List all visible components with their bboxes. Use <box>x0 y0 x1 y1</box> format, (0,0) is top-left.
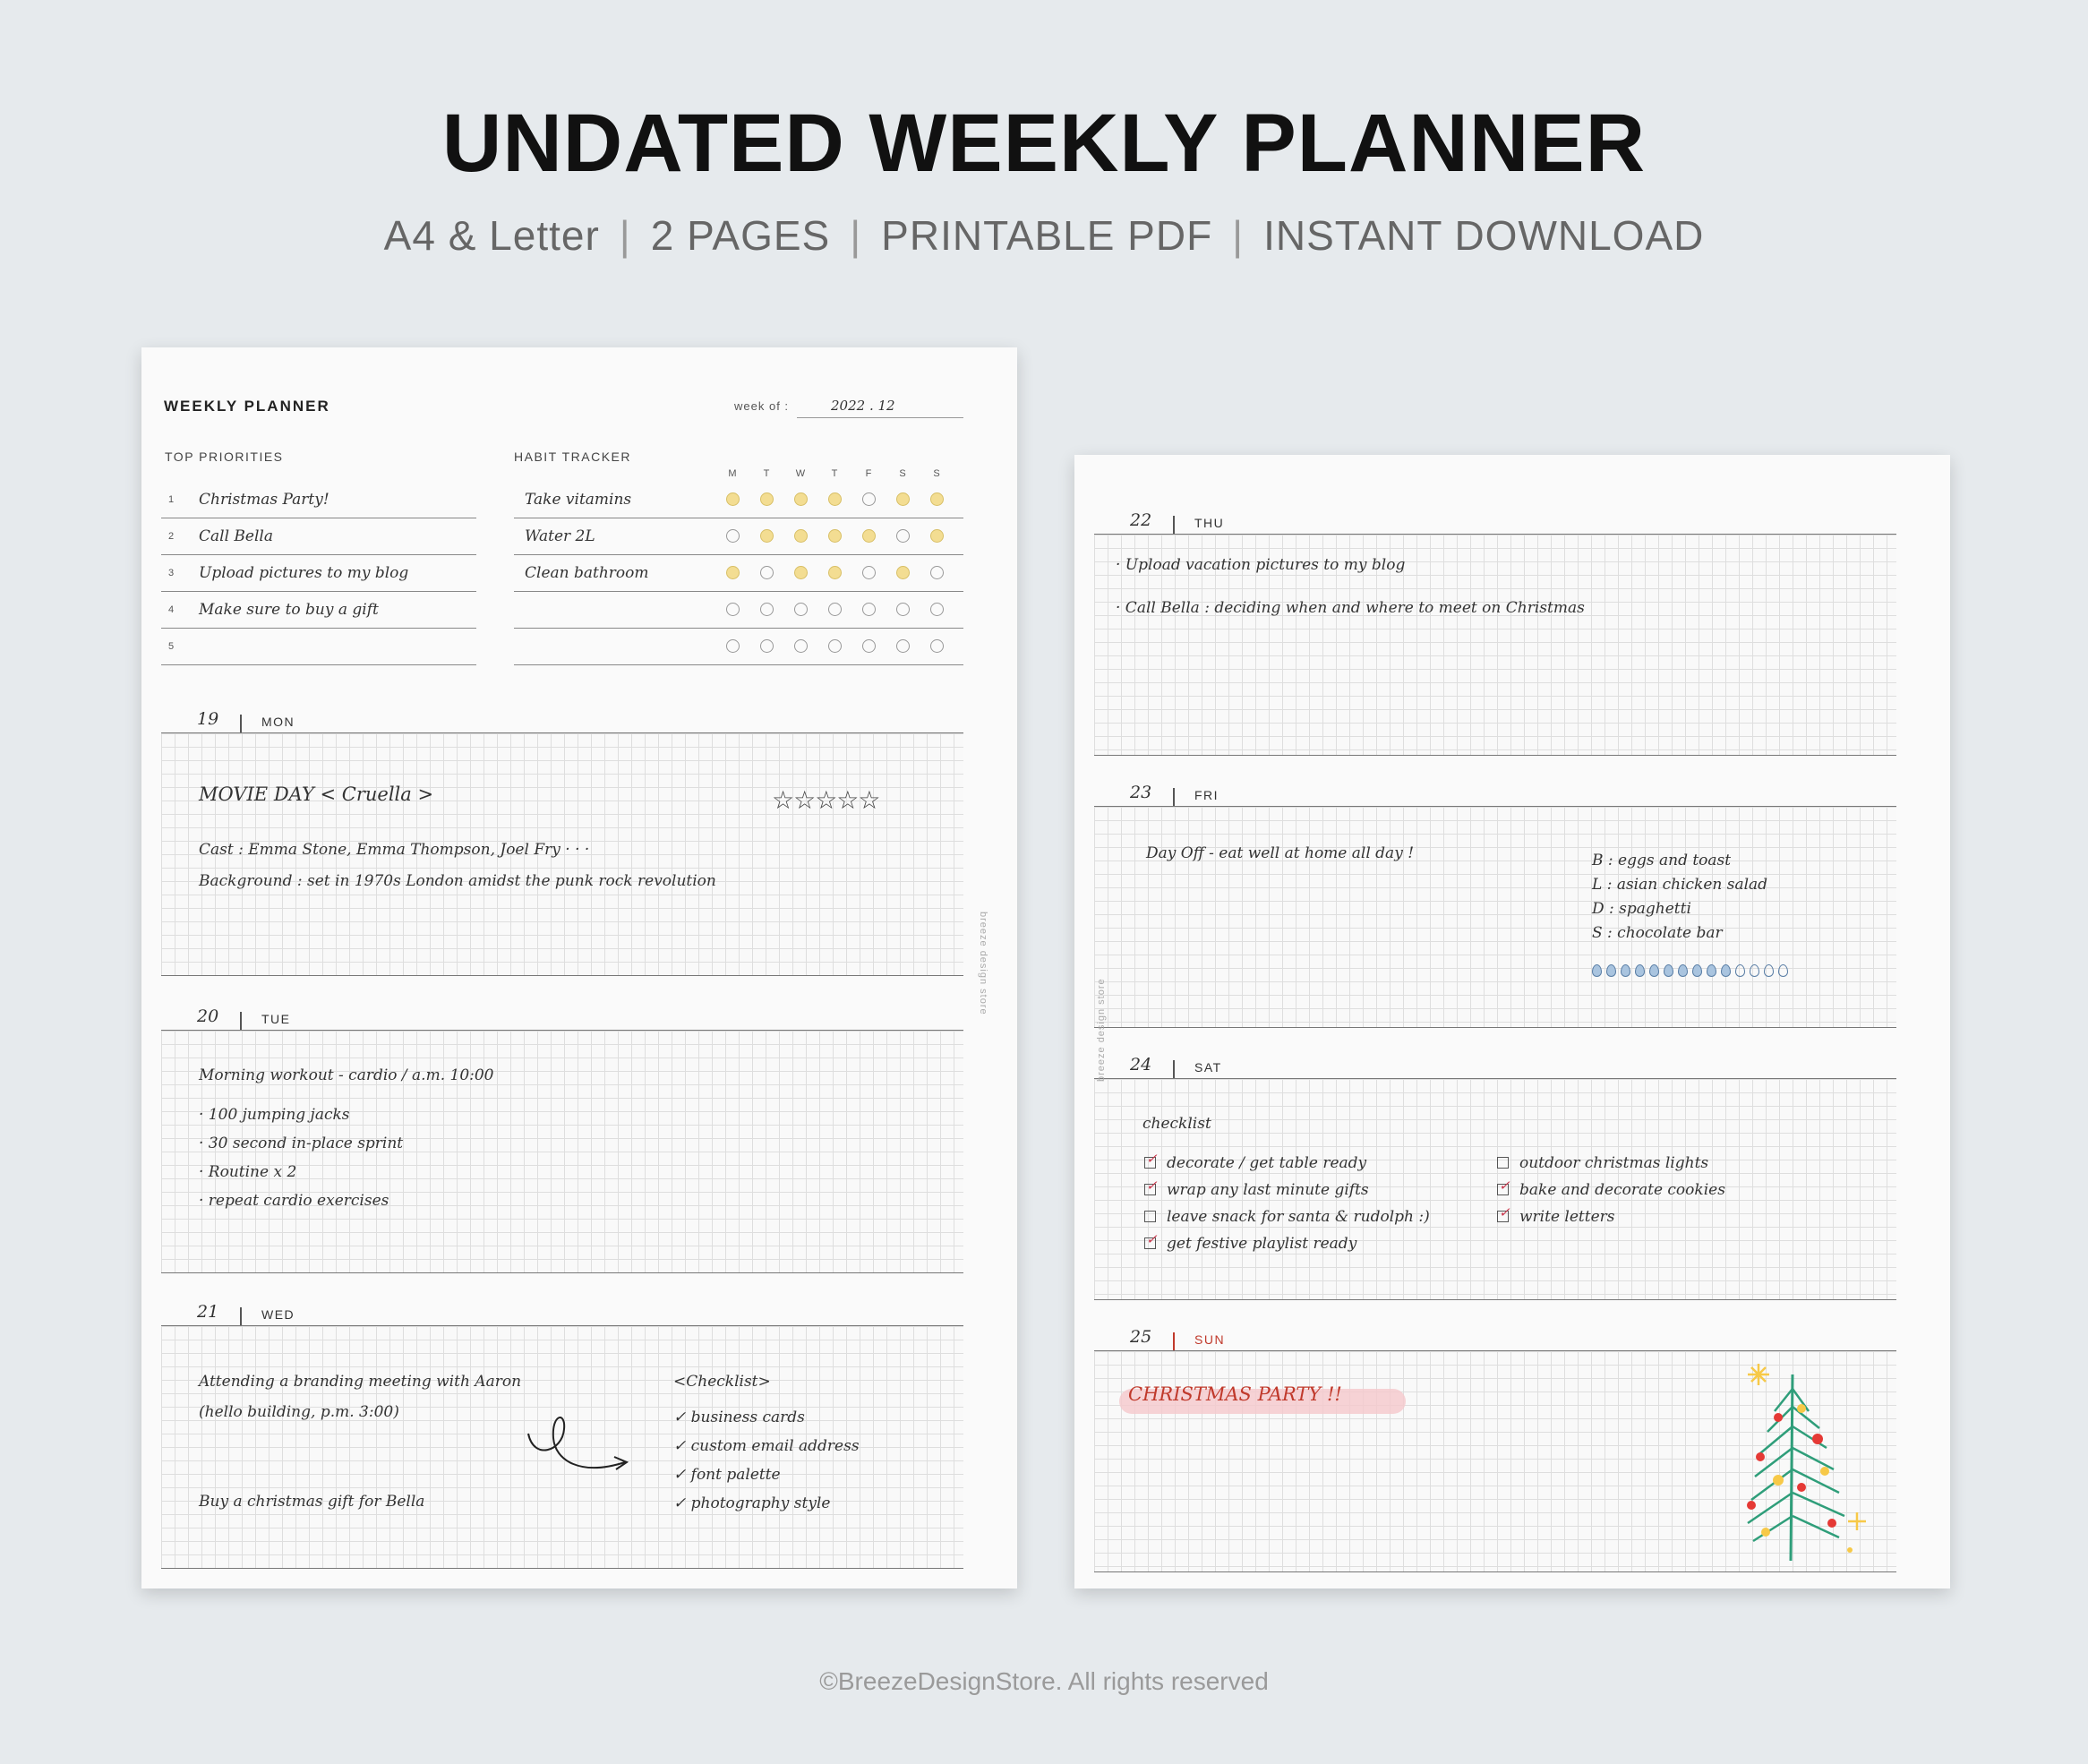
day-name: MON <box>261 715 295 729</box>
checklist-item <box>1144 1154 1430 1181</box>
habit-check-circle[interactable] <box>760 603 774 616</box>
checklist-item: ✓ custom email address <box>673 1437 860 1455</box>
checklist-item: ✓ font palette <box>673 1466 781 1484</box>
checklist-item-text: decorate / get table ready <box>1167 1154 1367 1172</box>
day-box-sun <box>1094 1350 1896 1572</box>
water-drop-icon[interactable] <box>1735 964 1745 977</box>
habit-check-circle[interactable] <box>862 529 876 543</box>
copyright: ©BreezeDesignStore. All rights reserved <box>819 1667 1269 1695</box>
water-drop-icon[interactable] <box>1721 964 1731 977</box>
priority-text: Call Bella <box>199 527 273 545</box>
list-item: · Routine x 2 <box>199 1163 297 1181</box>
habit-check-circle[interactable] <box>896 566 910 579</box>
movie-title: MOVIE DAY < Cruella > <box>199 784 434 805</box>
habit-day-label: T <box>763 468 770 479</box>
priority-row <box>161 555 476 592</box>
water-drop-icon[interactable] <box>1707 964 1716 977</box>
day-number: 24 <box>1130 1055 1152 1075</box>
water-tracker <box>1592 964 1793 981</box>
subtitle-pages: 2 PAGES <box>650 212 831 259</box>
arrow-doodle-icon <box>526 1407 643 1487</box>
habit-check-circle[interactable] <box>760 639 774 653</box>
habit-day-label: W <box>795 468 806 479</box>
day-name: WED <box>261 1307 295 1322</box>
day-divider <box>240 1307 242 1325</box>
checkbox[interactable] <box>1497 1157 1509 1169</box>
list-item: · 30 second in-place sprint <box>199 1135 404 1152</box>
checkbox[interactable] <box>1144 1211 1156 1222</box>
day-number: 22 <box>1130 510 1152 530</box>
habit-check-circle[interactable] <box>794 639 808 653</box>
habit-check-circle[interactable] <box>726 492 740 506</box>
checklist-title: checklist <box>1142 1115 1211 1133</box>
day-name: FRI <box>1194 788 1219 802</box>
water-drop-icon[interactable] <box>1649 964 1659 977</box>
checkbox[interactable] <box>1144 1237 1156 1249</box>
checklist-item <box>1497 1208 1725 1235</box>
subtitle-separator: | <box>1232 212 1245 259</box>
checklist-left <box>1144 1154 1430 1262</box>
checklist-item <box>1144 1235 1430 1262</box>
watermark-text: breeze design store <box>1096 978 1107 1082</box>
habit-day-label: F <box>865 468 872 479</box>
checklist-item <box>1144 1181 1430 1208</box>
priority-row <box>161 482 476 518</box>
subtitle-download: INSTANT DOWNLOAD <box>1263 212 1705 259</box>
habit-check-circle[interactable] <box>828 603 842 616</box>
checklist-title: <Checklist> <box>673 1373 771 1391</box>
subtitle-separator: | <box>619 212 631 259</box>
habit-name: Clean bathroom <box>525 564 649 582</box>
habit-tracker-label: HABIT TRACKER <box>514 450 632 464</box>
habit-check-circle[interactable] <box>794 603 808 616</box>
subtitle-separator: | <box>850 212 862 259</box>
habit-check-circle[interactable] <box>794 492 808 506</box>
habit-day-label: S <box>933 468 940 479</box>
water-drop-icon[interactable] <box>1664 964 1673 977</box>
priority-row <box>161 629 476 665</box>
habit-check-circle[interactable] <box>930 603 944 616</box>
movie-cast: Cast : Emma Stone, Emma Thompson, Joel Fry · · · <box>199 841 590 859</box>
subtitle-format: PRINTABLE PDF <box>881 212 1213 259</box>
meeting-note: Attending a branding meeting with Aaron <box>199 1373 522 1391</box>
checklist-right <box>1497 1154 1725 1235</box>
habit-check-circle[interactable] <box>828 492 842 506</box>
day-box-fri <box>1094 806 1896 1028</box>
meal-snack: S : chocolate bar <box>1592 924 1723 942</box>
water-drop-icon[interactable] <box>1592 964 1602 977</box>
habit-check-circle[interactable] <box>760 566 774 579</box>
water-drop-icon[interactable] <box>1606 964 1616 977</box>
checkbox[interactable] <box>1497 1211 1509 1222</box>
habit-row <box>514 518 963 555</box>
habit-check-circle[interactable] <box>828 529 842 543</box>
list-item: · 100 jumping jacks <box>199 1106 350 1124</box>
day-box-sat <box>1094 1078 1896 1300</box>
checklist-item: ✓ photography style <box>673 1494 831 1512</box>
day-number: 23 <box>1130 783 1152 802</box>
day-box-thu <box>1094 534 1896 756</box>
habit-check-circle[interactable] <box>760 492 774 506</box>
habit-check-circle[interactable] <box>726 603 740 616</box>
habit-check-circle[interactable] <box>896 603 910 616</box>
christmas-tree-icon <box>1739 1362 1873 1568</box>
planner-page-2 <box>1074 455 1950 1588</box>
day-name: THU <box>1194 516 1225 530</box>
checklist-item-text: bake and decorate cookies <box>1519 1181 1725 1199</box>
checklist-item-text: outdoor christmas lights <box>1519 1154 1709 1172</box>
day-divider <box>240 1012 242 1030</box>
checkbox[interactable] <box>1144 1184 1156 1195</box>
day-number: 20 <box>197 1006 219 1026</box>
list-item: · Call Bella : deciding when and where to meet on Christmas <box>1116 599 1585 617</box>
top-priorities-label: TOP PRIORITIES <box>165 450 284 464</box>
workout-title: Morning workout - cardio / a.m. 10:00 <box>199 1066 494 1084</box>
water-drop-icon[interactable] <box>1621 964 1630 977</box>
day-box-mon <box>161 732 963 976</box>
habit-check-circle[interactable] <box>896 492 910 506</box>
priority-row <box>161 518 476 555</box>
habit-row <box>514 629 963 665</box>
week-of-label: week of : <box>734 399 790 413</box>
habit-check-circle[interactable] <box>726 529 740 543</box>
habit-check-circle[interactable] <box>896 639 910 653</box>
watermark-text: breeze design store <box>978 912 988 1015</box>
water-drop-icon[interactable] <box>1635 964 1645 977</box>
planner-page-1 <box>141 347 1017 1588</box>
habit-check-circle[interactable] <box>726 639 740 653</box>
habit-day-label: S <box>899 468 906 479</box>
habit-check-circle[interactable] <box>930 492 944 506</box>
checklist-item-text: write letters <box>1519 1208 1615 1226</box>
habit-check-circle[interactable] <box>794 529 808 543</box>
day-name: TUE <box>261 1012 291 1026</box>
priority-text: Upload pictures to my blog <box>199 564 409 582</box>
day-off-note: Day Off - eat well at home all day ! <box>1146 844 1415 862</box>
checklist-item <box>1497 1181 1725 1208</box>
priority-number: 2 <box>168 531 175 542</box>
habit-check-circle[interactable] <box>794 566 808 579</box>
movie-background: Background : set in 1970s London amidst the punk rock revolution <box>199 872 716 890</box>
meal-breakfast: B : eggs and toast <box>1592 852 1732 869</box>
meal-lunch: L : asian chicken salad <box>1592 876 1768 894</box>
main-title: UNDATED WEEKLY PLANNER <box>441 98 1647 189</box>
checklist-item-text: wrap any last minute gifts <box>1167 1181 1369 1199</box>
water-drop-icon[interactable] <box>1778 964 1788 977</box>
habit-name: Water 2L <box>525 527 595 545</box>
day-name: SAT <box>1194 1060 1222 1075</box>
habit-check-circle[interactable] <box>930 639 944 653</box>
habit-day-label: M <box>728 468 737 479</box>
day-divider <box>1173 788 1175 806</box>
habit-row <box>514 482 963 518</box>
day-number: 19 <box>197 709 219 729</box>
list-item: · Upload vacation pictures to my blog <box>1116 556 1406 574</box>
priority-row <box>161 592 476 629</box>
water-drop-icon[interactable] <box>1692 964 1702 977</box>
checklist-item: ✓ business cards <box>673 1409 805 1426</box>
day-box-wed <box>161 1325 963 1569</box>
priority-number: 5 <box>168 641 175 652</box>
habit-row <box>514 592 963 629</box>
water-drop-icon[interactable] <box>1750 964 1759 977</box>
day-number: 25 <box>1130 1327 1152 1347</box>
week-of-value: 2022 . 12 <box>797 398 963 418</box>
day-name: SUN <box>1194 1332 1226 1347</box>
habit-check-circle[interactable] <box>896 529 910 543</box>
rating-stars: ☆☆☆☆☆ <box>772 786 880 814</box>
habit-check-circle[interactable] <box>862 603 876 616</box>
subtitle <box>0 211 2088 260</box>
habit-name: Take vitamins <box>525 491 632 509</box>
habit-check-circle[interactable] <box>760 529 774 543</box>
day-divider <box>1173 516 1175 534</box>
gift-note: Buy a christmas gift for Bella <box>199 1493 425 1511</box>
checklist-item <box>1144 1208 1430 1235</box>
priority-number: 3 <box>168 568 175 578</box>
habit-check-circle[interactable] <box>862 492 876 506</box>
day-divider <box>1173 1060 1175 1078</box>
habit-check-circle[interactable] <box>862 566 876 579</box>
list-item: · repeat cardio exercises <box>199 1192 389 1210</box>
meal-dinner: D : spaghetti <box>1592 900 1691 918</box>
christmas-party-note: CHRISTMAS PARTY !! <box>1128 1383 1342 1405</box>
checklist-item-text: get festive playlist ready <box>1167 1235 1357 1253</box>
checkbox[interactable] <box>1497 1184 1509 1195</box>
habit-check-circle[interactable] <box>930 529 944 543</box>
habit-day-label: T <box>831 468 838 479</box>
priority-text: Christmas Party! <box>199 491 329 509</box>
water-drop-icon[interactable] <box>1764 964 1774 977</box>
water-drop-icon[interactable] <box>1678 964 1688 977</box>
subtitle-size: A4 & Letter <box>383 212 600 259</box>
habit-check-circle[interactable] <box>862 639 876 653</box>
priority-text: Make sure to buy a gift <box>199 601 379 619</box>
day-divider <box>240 715 242 732</box>
habit-row <box>514 555 963 592</box>
meeting-details: (hello building, p.m. 3:00) <box>199 1403 399 1421</box>
habit-check-circle[interactable] <box>930 566 944 579</box>
priority-number: 4 <box>168 604 175 615</box>
checkbox[interactable] <box>1144 1157 1156 1169</box>
habit-check-circle[interactable] <box>828 566 842 579</box>
habit-check-circle[interactable] <box>828 639 842 653</box>
checklist-item <box>1497 1154 1725 1181</box>
checklist-item-text: leave snack for santa & rudolph :) <box>1167 1208 1430 1226</box>
day-number: 21 <box>197 1302 219 1322</box>
day-box-tue <box>161 1030 963 1273</box>
day-divider <box>1173 1332 1175 1350</box>
priority-number: 1 <box>168 494 175 505</box>
page-title: WEEKLY PLANNER <box>164 398 330 415</box>
habit-check-circle[interactable] <box>726 566 740 579</box>
